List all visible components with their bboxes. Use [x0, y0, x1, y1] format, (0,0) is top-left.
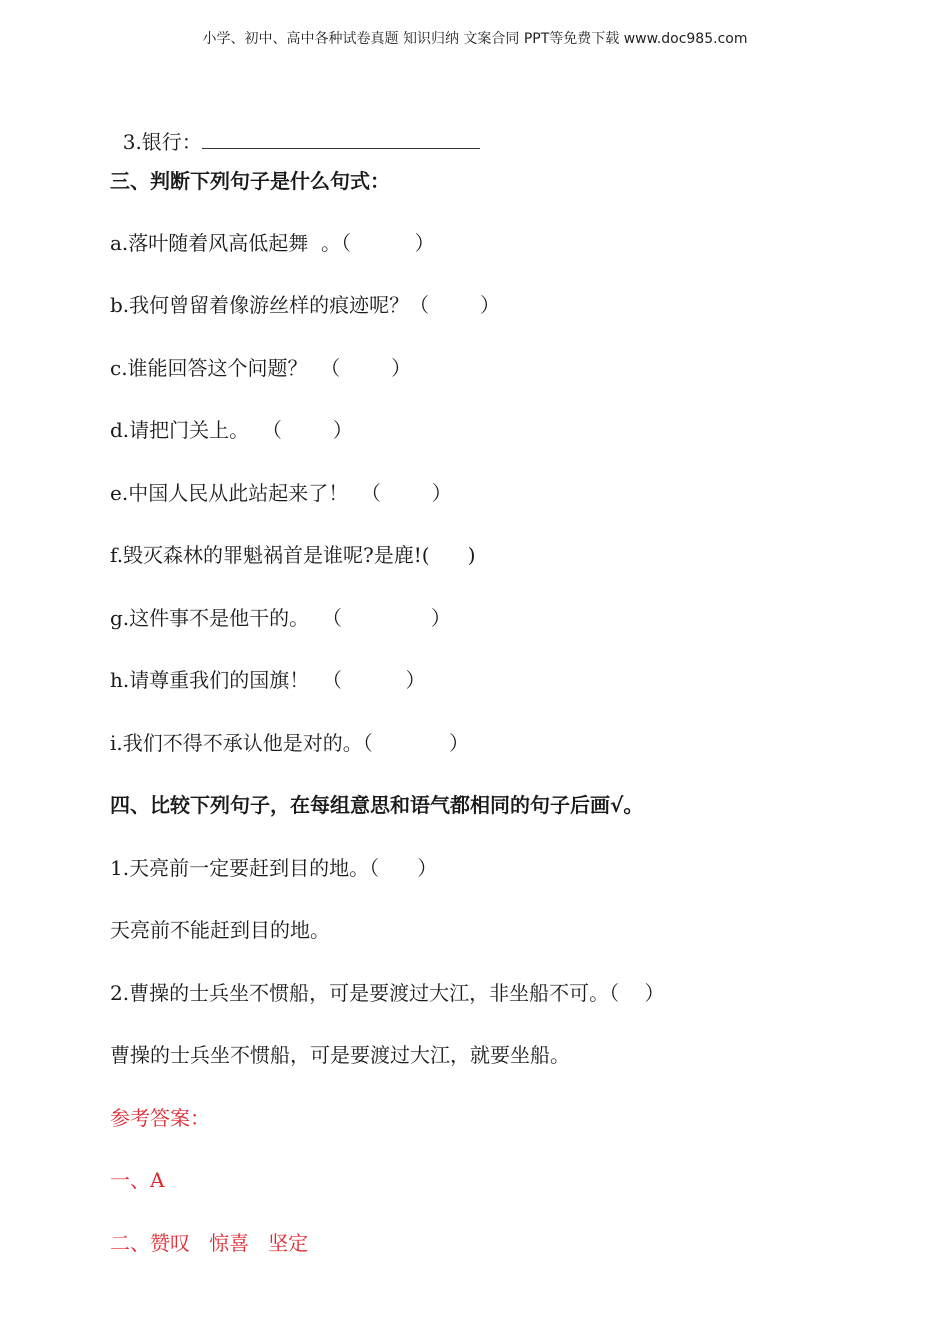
bank-question — [110, 106, 480, 154]
answer-line-1: 一、A — [110, 1168, 165, 1192]
sentence-item-g: g.这件事不是他干的。 （ ） — [110, 606, 451, 630]
section-3-title: 三、判断下列句子是什么句式： — [110, 169, 390, 193]
sentence-item-b: b.我何曾留着像游丝样的痕迹呢？（ ） — [110, 293, 501, 317]
answers-title: 参考答案： — [110, 1106, 210, 1130]
sentence-item-d: d.请把门关上。 （ ） — [110, 418, 353, 442]
sentence-item-a: a.落叶随着风高低起舞 。（ ） — [110, 231, 435, 255]
sentence-item-h: h.请尊重我们的国旗！ （ ） — [110, 668, 426, 692]
sentence-item-i: i.我们不得不承认他是对的。（ ） — [110, 731, 470, 755]
answer-blank — [202, 130, 480, 149]
compare-item-2: 2.曹操的士兵坐不惯船，可是要渡过大江，非坐船不可。（ ） — [110, 981, 665, 1005]
sentence-item-c: c.谁能回答这个问题？ （ ） — [110, 356, 412, 380]
bank-label: 3.银行： — [122, 130, 202, 154]
site-header: 小学、初中、高中各种试卷真题 知识归纳 文案合同 PPT等免费下载 www.doc985.com — [202, 31, 748, 47]
sentence-item-f: f.毁灭森林的罪魁祸首是谁呢?是鹿!( ) — [110, 543, 476, 567]
compare-item-1: 1.天亮前一定要赶到目的地。（ ） — [110, 856, 438, 880]
compare-item-2-alt: 曹操的士兵坐不惯船，可是要渡过大江，就要坐船。 — [110, 1043, 570, 1067]
compare-item-1-alt: 天亮前不能赶到目的地。 — [110, 918, 330, 942]
section-4-title: 四、比较下列句子，在每组意思和语气都相同的句子后画√。 — [110, 793, 644, 817]
answer-line-2: 二、赞叹 惊喜 坚定 — [110, 1231, 309, 1255]
sentence-item-e: e.中国人民从此站起来了！ （ ） — [110, 481, 452, 505]
